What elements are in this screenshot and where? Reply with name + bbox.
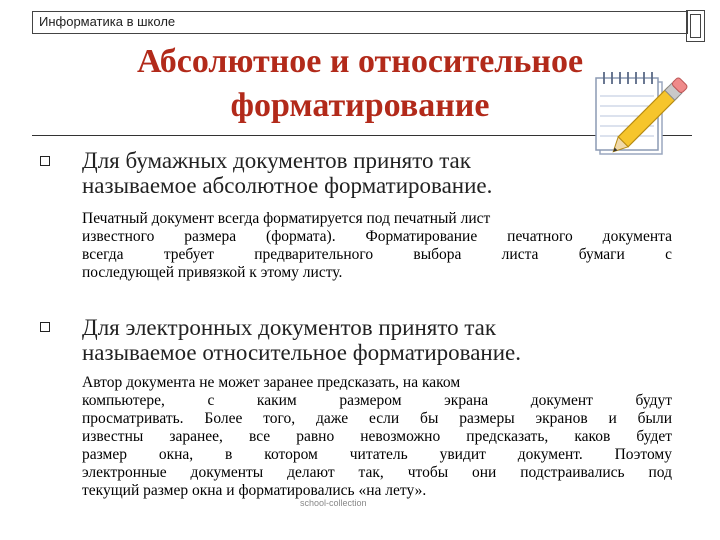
slide-title xyxy=(80,40,640,128)
notepad-pencil-icon xyxy=(590,60,700,160)
lead-text-2 xyxy=(82,315,642,365)
lead-1-line-2: называемое абсолютное форматирование. xyxy=(82,173,493,198)
corner-decoration xyxy=(686,10,705,42)
para-1-line-4: последующей привязкой к этому листу. xyxy=(82,264,343,281)
para-2-line-2: компьютере, с каким размером экрана документ будут xyxy=(82,392,672,409)
slide-title-line-1: Абсолютное и относительное xyxy=(136,43,584,80)
lead-1-line-1: Для бумажных документов принято так xyxy=(82,148,471,173)
header-title: Информатика в школе xyxy=(39,14,176,29)
para-1-line-2: известного размера (формата). Форматирование печатного документа xyxy=(82,228,672,245)
para-1-line-1: Печатный документ всегда форматируется под печатный лист xyxy=(82,210,491,227)
para-2-line-3: просматривать. Более того, даже если бы размеры экранов и были xyxy=(82,410,672,427)
para-1-line-3: всегда требует предварительного выбора листа бумаги с xyxy=(82,246,672,263)
header-bar xyxy=(32,11,688,34)
bullet-2 xyxy=(40,322,50,332)
lead-text-1 xyxy=(82,148,642,198)
paragraph-2 xyxy=(82,374,672,500)
para-2-line-1: Автор документа не может заранее предсказать, на каком xyxy=(82,374,461,391)
para-2-line-4: известны заранее, все равно невозможно предсказать, каков будет xyxy=(82,428,672,445)
para-2-line-6: электронные документы делают так, чтобы они подстраивались под xyxy=(82,464,672,481)
para-2-line-7: текущий размер окна и форматировались «на лету». xyxy=(82,482,427,499)
lead-2-line-1: Для электронных документов принято так xyxy=(82,315,497,340)
bullet-1 xyxy=(40,156,50,166)
footer-text: school-collection xyxy=(300,498,367,508)
slide-title-line-2: форматирование xyxy=(230,87,490,124)
para-2-line-5: размер окна, в котором читатель увидит документ. Поэтому xyxy=(82,446,672,463)
lead-2-line-2: называемое относительное форматирование. xyxy=(82,340,522,365)
paragraph-1 xyxy=(82,210,672,282)
